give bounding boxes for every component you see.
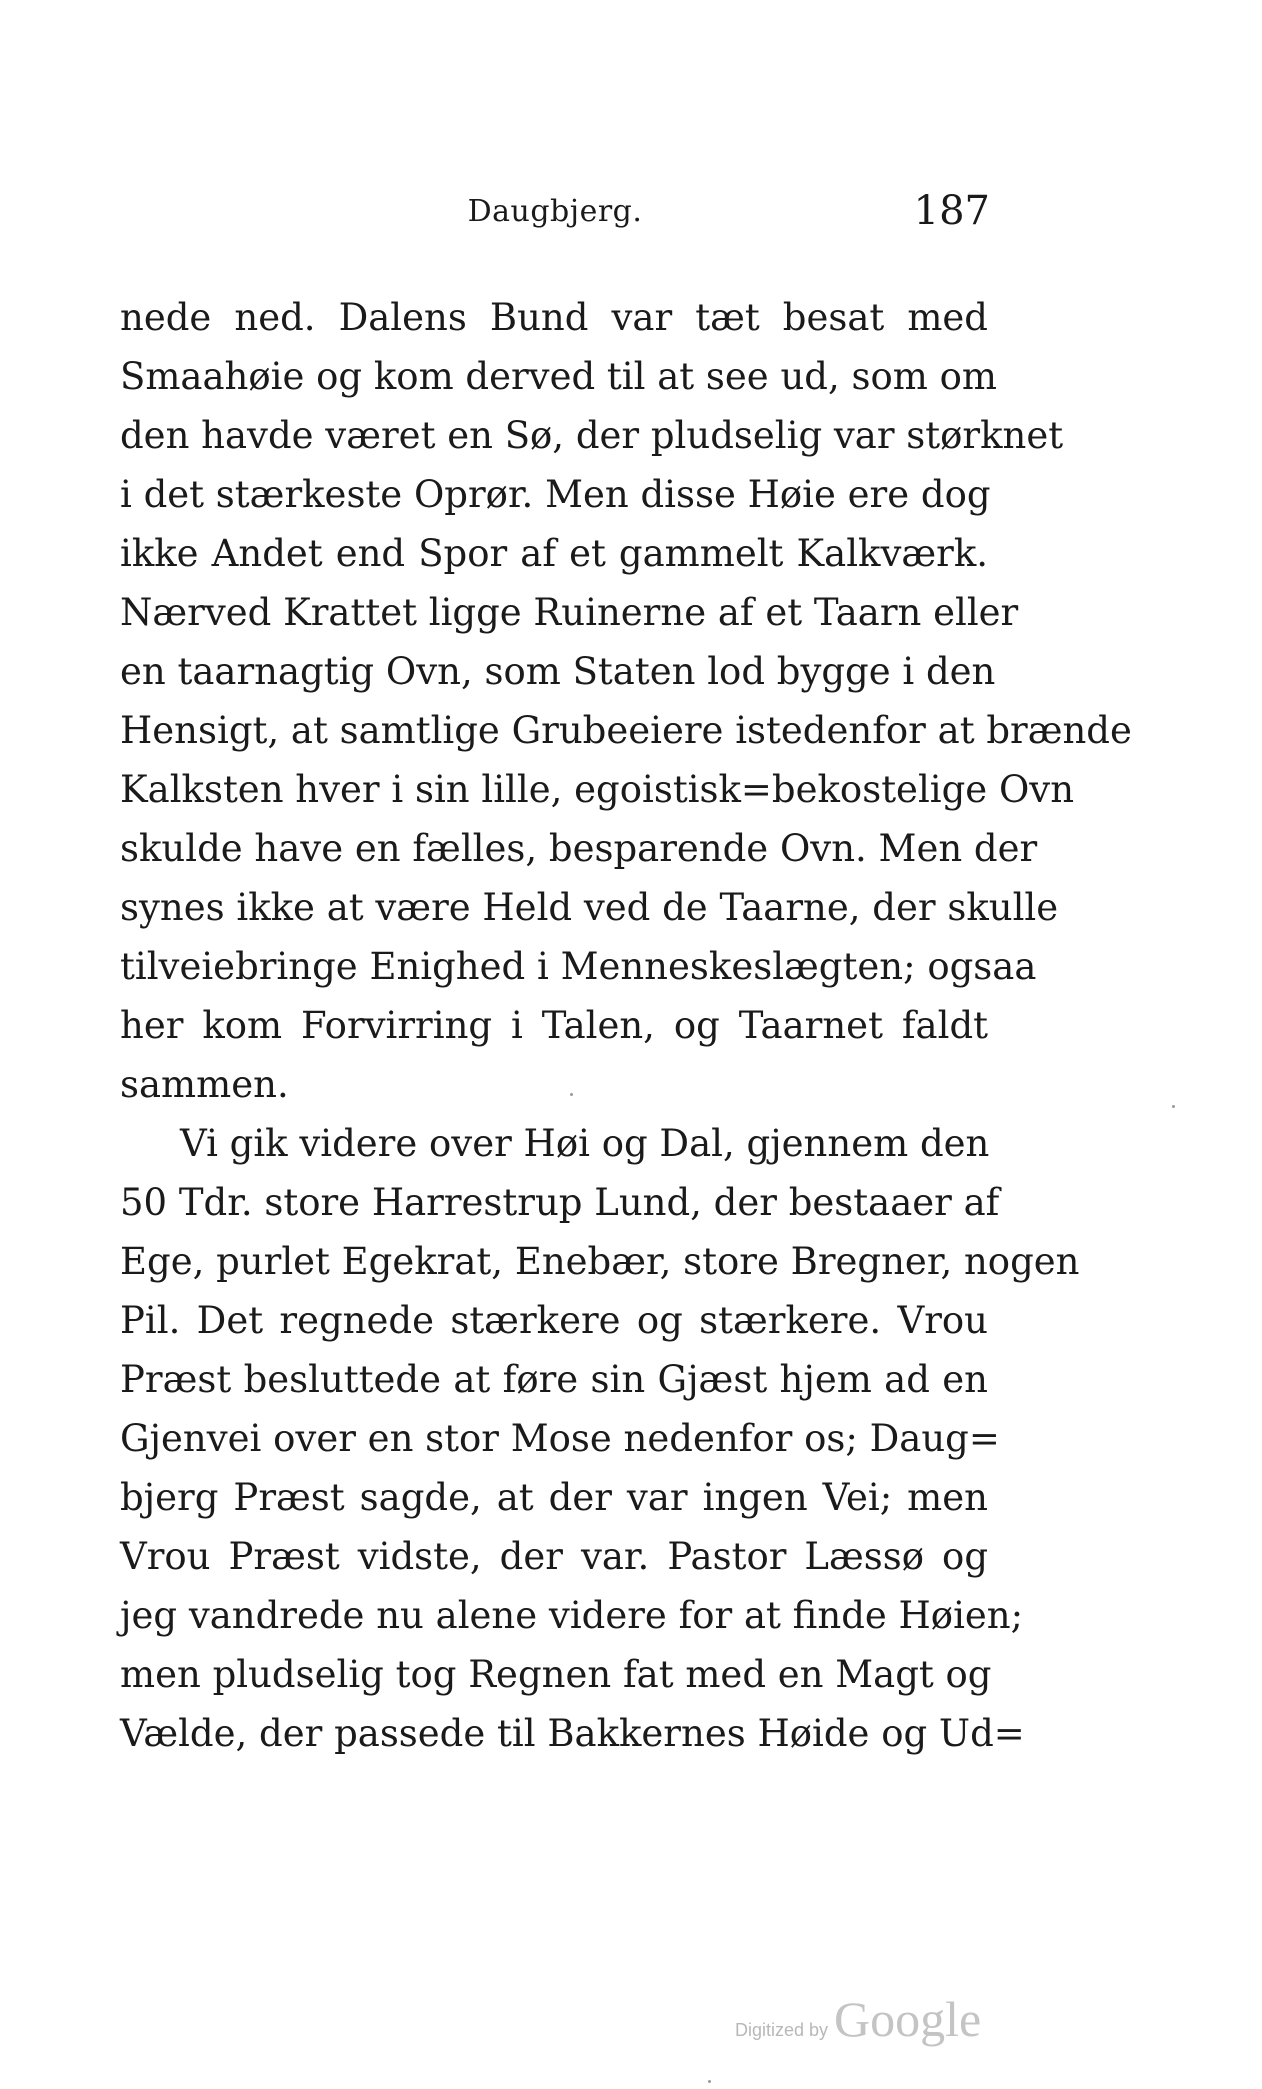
page-number: 187 (913, 188, 990, 234)
text-line: nede ned. Dalens Bund var tæt besat med (120, 296, 988, 339)
text-line: Vrou Præst vidste, der var. Pastor Læssø og (120, 1535, 988, 1578)
text-line: bjerg Præst sagde, at der var ingen Vei; men (120, 1476, 988, 1519)
text-line: Hensigt, at samtlige Grubeeiere istedenfor at brænde (120, 709, 1132, 752)
text-line: Præst besluttede at føre sin Gjæst hjem ad en (120, 1358, 988, 1401)
paper-speck (1172, 1105, 1175, 1108)
text-line: her kom Forvirring i Talen, og Taarnet faldt (120, 1004, 988, 1047)
paragraph-start-line: Vi gik videre over Høi og Dal, gjennem den (180, 1122, 990, 1165)
text-line: men pludselig tog Regnen fat med en Magt og (120, 1653, 992, 1696)
text-line: i det stærkeste Oprør. Men disse Høie ere dog (120, 473, 991, 516)
text-line: tilveiebringe Enighed i Menneskeslægten; ogsaa (120, 945, 1037, 988)
watermark-brand-logo: Google (834, 1991, 982, 2047)
paper-speck (570, 1093, 573, 1096)
body-text (120, 288, 1132, 1763)
text-line: 50 Tdr. store Harrestrup Lund, der bestaaer af (120, 1181, 1000, 1224)
text-line: Nærved Krattet ligge Ruinerne af et Taarn eller (120, 591, 1019, 634)
paragraph-end-line: sammen. (120, 1063, 289, 1106)
running-head (120, 188, 990, 248)
text-line: Ege, purlet Egekrat, Enebær, store Bregner, nogen (120, 1240, 1080, 1283)
text-line: Smaahøie og kom derved til at see ud, som om (120, 355, 997, 398)
text-line: Vælde, der passede til Bakkernes Høide og Ud= (120, 1712, 1025, 1755)
text-line: skulde have en fælles, besparende Ovn. Men der (120, 827, 1038, 870)
text-line: synes ikke at være Held ved de Taarne, der skulle (120, 886, 1059, 929)
running-title: Daugbjerg. (467, 194, 643, 229)
text-line: Pil. Det regnede stærkere og stærkere. Vrou (120, 1299, 988, 1342)
watermark-prefix: Digitized by (735, 2020, 829, 2040)
paper-speck (708, 2080, 711, 2083)
text-line: Kalksten hver i sin lille, egoistisk=bekostelige Ovn (120, 768, 1075, 811)
digitized-by-watermark (735, 1990, 981, 2050)
text-line: ikke Andet end Spor af et gammelt Kalkværk. (120, 532, 988, 575)
text-line: en taarnagtig Ovn, som Staten lod bygge i den (120, 650, 996, 693)
text-line: den havde været en Sø, der pludselig var størknet (120, 414, 1064, 457)
text-line: jeg vandrede nu alene videre for at finde Høien; (120, 1594, 1024, 1637)
text-line: Gjenvei over en stor Mose nedenfor os; Daug= (120, 1417, 1000, 1460)
